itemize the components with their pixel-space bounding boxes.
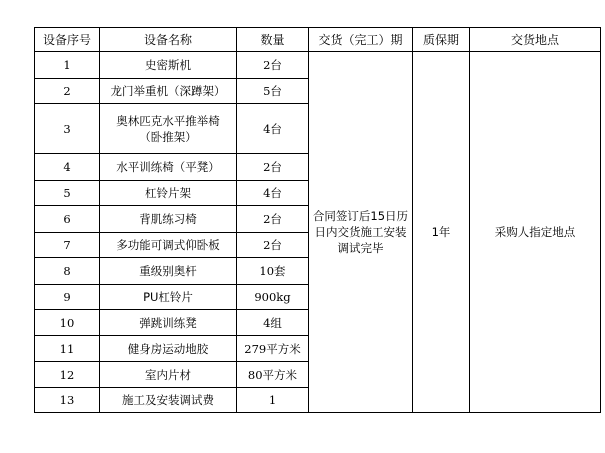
cell-no: 8 <box>35 258 100 285</box>
header-qty: 数量 <box>237 28 309 52</box>
cell-qty: 10套 <box>237 258 309 285</box>
cell-name: PU杠铃片 <box>100 285 237 310</box>
header-name: 设备名称 <box>100 28 237 52</box>
cell-no: 5 <box>35 181 100 206</box>
cell-qty: 4台 <box>237 104 309 154</box>
cell-qty: 4台 <box>237 181 309 206</box>
cell-qty: 1 <box>237 388 309 413</box>
cell-no: 6 <box>35 206 100 233</box>
cell-qty: 900kg <box>237 285 309 310</box>
cell-name: 史密斯机 <box>100 52 237 79</box>
cell-name: 水平训练椅（平凳） <box>100 154 237 181</box>
cell-no: 1 <box>35 52 100 79</box>
cell-no: 9 <box>35 285 100 310</box>
cell-no: 7 <box>35 233 100 258</box>
cell-qty: 80平方米 <box>237 362 309 388</box>
cell-warranty: 1年 <box>413 52 470 413</box>
cell-qty: 2台 <box>237 52 309 79</box>
cell-name: 多功能可调式仰卧板 <box>100 233 237 258</box>
cell-qty: 5台 <box>237 79 309 104</box>
cell-qty: 2台 <box>237 206 309 233</box>
cell-name: 重级别奥杆 <box>100 258 237 285</box>
table-header-row <box>35 28 601 52</box>
header-warranty: 质保期 <box>413 28 470 52</box>
cell-qty: 2台 <box>237 233 309 258</box>
cell-no: 12 <box>35 362 100 388</box>
cell-no: 10 <box>35 310 100 336</box>
cell-delivery: 合同签订后15日历日内交货施工安装调试完毕 <box>309 52 413 413</box>
cell-no: 3 <box>35 104 100 154</box>
cell-qty: 279平方米 <box>237 336 309 362</box>
cell-no: 2 <box>35 79 100 104</box>
header-no: 设备序号 <box>35 28 100 52</box>
cell-no: 4 <box>35 154 100 181</box>
cell-name: 背肌练习椅 <box>100 206 237 233</box>
header-place: 交货地点 <box>470 28 601 52</box>
cell-name: 奥林匹克水平推举椅（卧推架） <box>100 104 237 154</box>
cell-qty: 2台 <box>237 154 309 181</box>
equipment-table <box>34 27 601 413</box>
header-delivery: 交货（完工）期 <box>309 28 413 52</box>
cell-name: 室内片材 <box>100 362 237 388</box>
cell-no: 13 <box>35 388 100 413</box>
cell-place: 采购人指定地点 <box>470 52 601 413</box>
cell-name: 龙门举重机（深蹲架） <box>100 79 237 104</box>
cell-qty: 4组 <box>237 310 309 336</box>
cell-name: 健身房运动地胶 <box>100 336 237 362</box>
cell-name: 弹跳训练凳 <box>100 310 237 336</box>
table-row <box>35 52 601 79</box>
cell-name: 施工及安装调试费 <box>100 388 237 413</box>
cell-no: 11 <box>35 336 100 362</box>
cell-name: 杠铃片架 <box>100 181 237 206</box>
